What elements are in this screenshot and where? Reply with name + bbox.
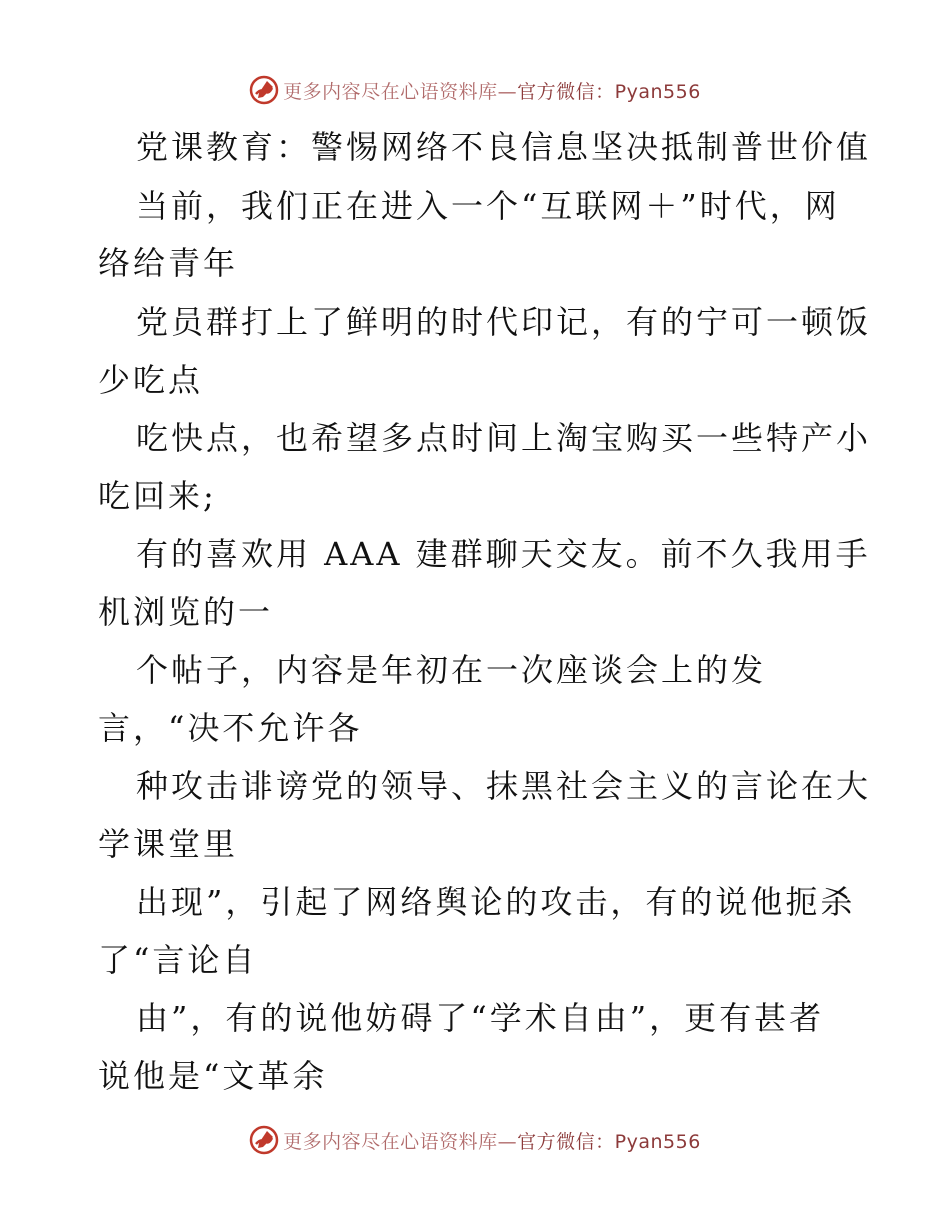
watermark-dash: —: [497, 80, 518, 103]
paragraph-line: 个帖子，内容是年初在一次座谈会上的发: [136, 651, 767, 689]
watermark-contact: 官方微信：Pyan556: [517, 80, 701, 103]
paragraph-line: 有的喜欢用 AAA 建群聊天交友。前不久我用手: [136, 535, 871, 573]
paragraph-line: 出现”，引起了网络舆论的攻击，有的说他扼杀: [136, 883, 856, 921]
paragraph-line: 当前，我们正在进入一个“互联网＋”时代，网: [136, 187, 840, 225]
paragraph-line: 吃回来;: [98, 477, 217, 515]
watermark-brand: 更多内容尽在心语资料库: [283, 80, 498, 103]
paragraph-line: 言，“决不允许各: [98, 709, 363, 747]
paragraph-line: 党员群打上了鲜明的时代印记，有的宁可一顿饭: [136, 303, 872, 341]
paragraph-line: 学课堂里: [98, 825, 239, 863]
paragraph-line: 了“言论自: [98, 941, 258, 979]
watermark-text: [283, 1127, 701, 1154]
paragraph-line: 由”，有的说他妨碍了“学术自由”，更有甚者: [136, 999, 825, 1037]
paragraph-line: 机浏览的一: [98, 593, 274, 631]
paragraph-line: 少吃点: [98, 361, 204, 399]
watermark-contact: 官方微信：Pyan556: [517, 1130, 701, 1153]
paragraph-line: 说他是“文革余: [98, 1057, 328, 1095]
paragraph-line: 络给青年: [98, 244, 239, 282]
watermark-dash: —: [497, 1130, 518, 1153]
paragraph-line: 种攻击诽谤党的领导、抹黑社会主义的言论在大: [136, 767, 872, 805]
book-pen-logo-icon: [249, 1125, 279, 1155]
footer-watermark: [0, 1120, 950, 1160]
document-title: 党课教育：警惕网络不良信息坚决抵制普世价值: [136, 128, 872, 166]
watermark-brand: 更多内容尽在心语资料库: [283, 1130, 498, 1153]
paragraph-line: 吃快点，也希望多点时间上淘宝购买一些特产小: [136, 419, 872, 457]
